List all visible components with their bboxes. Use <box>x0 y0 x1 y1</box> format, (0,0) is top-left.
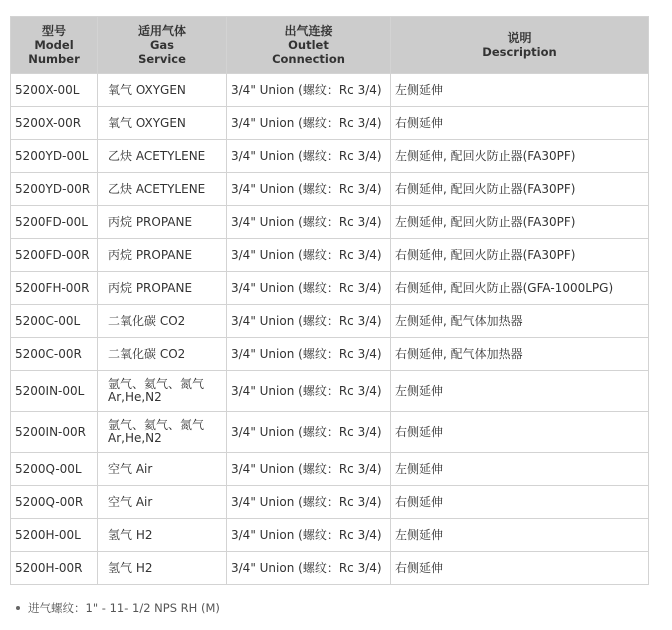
cell-gas: 氧气 OXYGEN <box>98 74 227 107</box>
cell-desc: 右侧延伸, 配回火防止器(FA30PF) <box>391 173 649 206</box>
cell-outlet: 3/4" Union (螺纹：Rc 3/4) <box>227 239 391 272</box>
cell-gas-text: 氩气、氦气、氮气 Ar,He,N2 <box>108 377 205 404</box>
cell-outlet: 3/4" Union (螺纹：Rc 3/4) <box>227 107 391 140</box>
cell-desc: 右侧延伸, 配回火防止器(FA30PF) <box>391 239 649 272</box>
cell-model: 5200H-00R <box>11 552 98 585</box>
cell-outlet: 3/4" Union (螺纹：Rc 3/4) <box>227 486 391 519</box>
cell-desc: 右侧延伸, 配回火防止器(GFA-1000LPG) <box>391 272 649 305</box>
cell-model: 5200Q-00R <box>11 486 98 519</box>
cell-model: 5200FH-00R <box>11 272 98 305</box>
cell-model: 5200YD-00R <box>11 173 98 206</box>
bullet-icon <box>16 606 20 610</box>
header-desc-cn: 说明 <box>507 31 532 45</box>
cell-desc: 左侧延伸 <box>391 74 649 107</box>
table-row <box>11 107 649 140</box>
cell-outlet: 3/4" Union (螺纹：Rc 3/4) <box>227 552 391 585</box>
table-row <box>11 140 649 173</box>
cell-desc: 左侧延伸, 配回火防止器(FA30PF) <box>391 206 649 239</box>
cell-outlet: 3/4" Union (螺纹：Rc 3/4) <box>227 272 391 305</box>
footnote-text: 进气螺纹：1" - 11- 1/2 NPS RH (M) <box>28 601 220 615</box>
footnote <box>16 600 220 616</box>
header-outlet <box>227 17 391 74</box>
table-row <box>11 486 649 519</box>
cell-gas: 氢气 H2 <box>98 519 227 552</box>
cell-desc: 左侧延伸, 配气体加热器 <box>391 305 649 338</box>
cell-gas: 丙烷 PROPANE <box>98 272 227 305</box>
cell-desc: 右侧延伸 <box>391 486 649 519</box>
header-gas-cn: 适用气体 <box>137 24 186 38</box>
cell-model: 5200IN-00L <box>11 371 98 412</box>
table-row <box>11 173 649 206</box>
cell-desc: 右侧延伸, 配气体加热器 <box>391 338 649 371</box>
header-gas-en1: Gas <box>149 38 175 52</box>
cell-outlet: 3/4" Union (螺纹：Rc 3/4) <box>227 206 391 239</box>
cell-gas: 空气 Air <box>98 486 227 519</box>
cell-gas-text: 氩气、氦气、氮气 Ar,He,N2 <box>108 418 205 445</box>
cell-outlet: 3/4" Union (螺纹：Rc 3/4) <box>227 305 391 338</box>
table-row <box>11 338 649 371</box>
cell-outlet: 3/4" Union (螺纹：Rc 3/4) <box>227 74 391 107</box>
cell-desc: 左侧延伸 <box>391 453 649 486</box>
table-row <box>11 519 649 552</box>
header-gas-en2: Service <box>138 52 186 66</box>
table-row <box>11 552 649 585</box>
cell-gas: 二氧化碳 CO2 <box>98 305 227 338</box>
cell-gas: 乙炔 ACETYLENE <box>98 140 227 173</box>
header-model <box>11 17 98 74</box>
cell-outlet: 3/4" Union (螺纹：Rc 3/4) <box>227 453 391 486</box>
cell-model: 5200IN-00R <box>11 412 98 453</box>
header-model-en1: Model <box>34 38 74 52</box>
cell-outlet: 3/4" Union (螺纹：Rc 3/4) <box>227 519 391 552</box>
cell-model: 5200YD-00L <box>11 140 98 173</box>
table-row <box>11 305 649 338</box>
cell-desc: 左侧延伸, 配回火防止器(FA30PF) <box>391 140 649 173</box>
cell-gas: 乙炔 ACETYLENE <box>98 173 227 206</box>
cell-gas <box>98 412 227 453</box>
table-row <box>11 272 649 305</box>
spec-table <box>10 16 649 585</box>
table-header-row <box>11 17 649 74</box>
cell-desc: 右侧延伸 <box>391 412 649 453</box>
cell-outlet: 3/4" Union (螺纹：Rc 3/4) <box>227 140 391 173</box>
cell-desc: 左侧延伸 <box>391 371 649 412</box>
spec-table-container <box>10 16 648 585</box>
cell-outlet: 3/4" Union (螺纹：Rc 3/4) <box>227 173 391 206</box>
table-row <box>11 412 649 453</box>
cell-desc: 左侧延伸 <box>391 519 649 552</box>
cell-desc: 右侧延伸 <box>391 107 649 140</box>
cell-gas: 空气 Air <box>98 453 227 486</box>
header-desc <box>391 17 649 74</box>
cell-model: 5200X-00L <box>11 74 98 107</box>
cell-model: 5200C-00R <box>11 338 98 371</box>
header-model-cn: 型号 <box>41 24 66 38</box>
cell-model: 5200H-00L <box>11 519 98 552</box>
cell-gas: 二氧化碳 CO2 <box>98 338 227 371</box>
cell-outlet: 3/4" Union (螺纹：Rc 3/4) <box>227 371 391 412</box>
header-model-en2: Number <box>28 52 80 66</box>
header-outlet-en1: Outlet <box>288 38 329 52</box>
cell-gas: 丙烷 PROPANE <box>98 239 227 272</box>
cell-gas: 氢气 H2 <box>98 552 227 585</box>
cell-outlet: 3/4" Union (螺纹：Rc 3/4) <box>227 412 391 453</box>
cell-model: 5200X-00R <box>11 107 98 140</box>
cell-gas: 丙烷 PROPANE <box>98 206 227 239</box>
cell-model: 5200FD-00R <box>11 239 98 272</box>
header-outlet-en2: Connection <box>272 52 345 66</box>
header-desc-en1: Description <box>482 45 557 59</box>
cell-gas <box>98 371 227 412</box>
cell-model: 5200Q-00L <box>11 453 98 486</box>
cell-model: 5200C-00L <box>11 305 98 338</box>
cell-model: 5200FD-00L <box>11 206 98 239</box>
table-row <box>11 371 649 412</box>
header-outlet-cn: 出气连接 <box>284 24 333 38</box>
header-gas <box>98 17 227 74</box>
table-row <box>11 74 649 107</box>
table-row <box>11 206 649 239</box>
table-row <box>11 239 649 272</box>
cell-outlet: 3/4" Union (螺纹：Rc 3/4) <box>227 338 391 371</box>
cell-gas: 氧气 OXYGEN <box>98 107 227 140</box>
cell-desc: 右侧延伸 <box>391 552 649 585</box>
table-row <box>11 453 649 486</box>
